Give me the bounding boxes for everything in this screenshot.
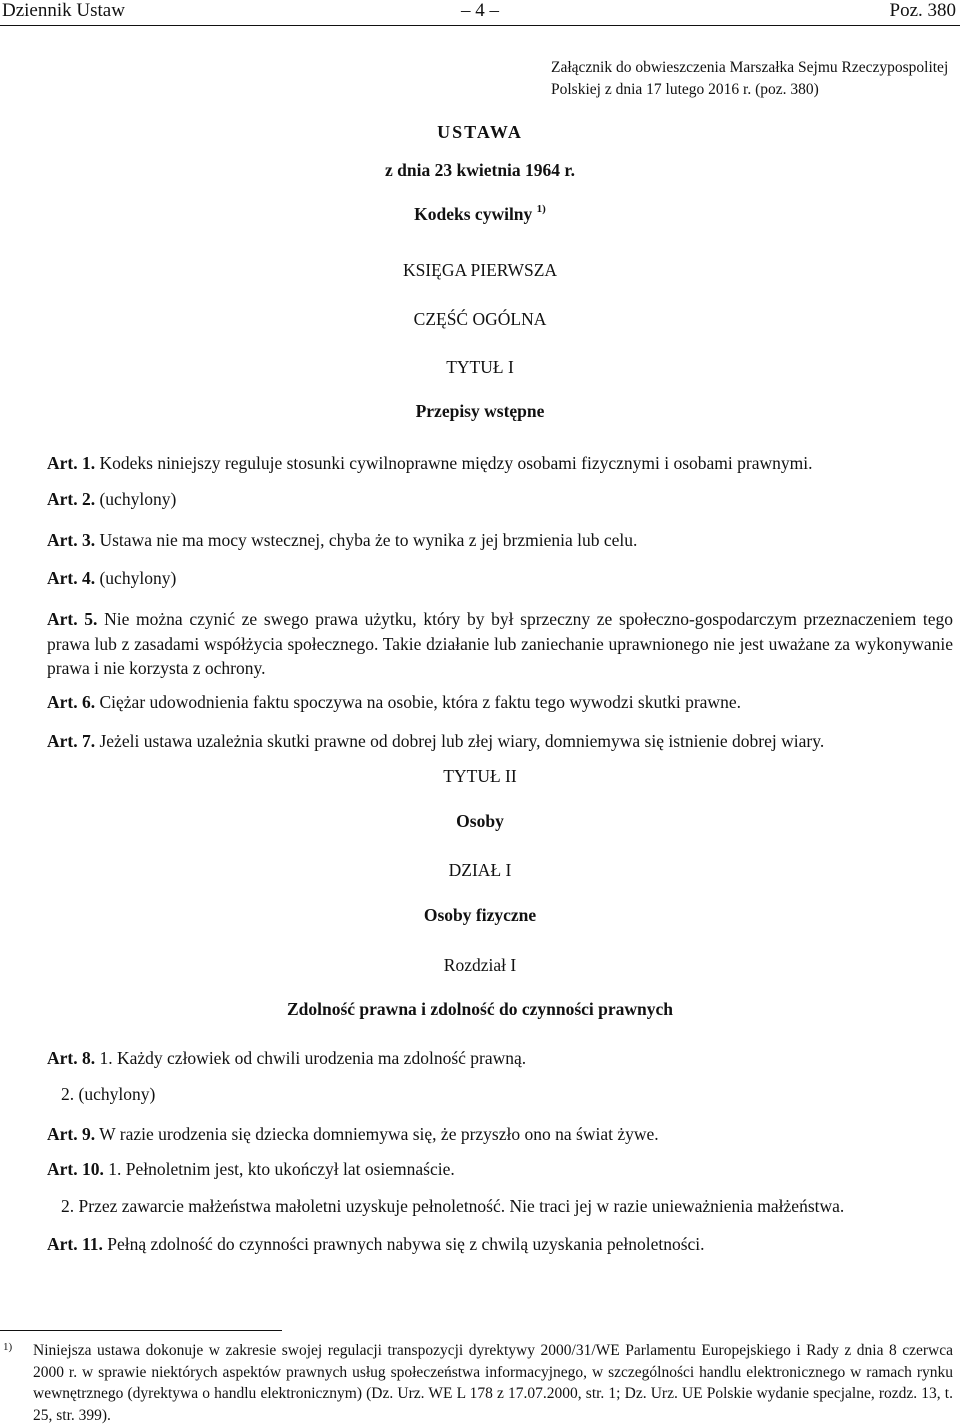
article-label: Art. 8. [47,1048,96,1068]
article-label: Art. 3. [47,530,96,550]
article-label: Art. 9. [47,1124,96,1144]
act-name-text: Kodeks cywilny [414,204,533,224]
article-10-para-1 [47,1158,953,1181]
title-1-name: Przepisy wstępne [415,401,545,421]
article-2 [47,488,953,511]
article-7 [47,730,953,753]
division-label: DZIAŁ I [448,860,512,880]
act-name [0,204,960,225]
annex-line-1: Załącznik do obwieszczenia Marszałka Sejmu Rzeczypospolitej [551,59,949,76]
article-text: Ustawa nie ma mocy wstecznej, chyba że to wynika z jej brzmienia lub celu. [95,530,638,550]
article-5 [47,607,953,681]
page-number: – 4 – [461,0,499,21]
article-label: Art. 2. [47,489,96,509]
article-10-para-2: 2. Przez zawarcie małżeństwa małoletni uzyskuje pełnoletność. Nie traci jej w razie unieważnienia małżeństwa. [61,1196,845,1216]
article-3 [47,529,953,552]
footnote-mark: 1) [3,1341,13,1353]
header-rule [0,25,960,26]
article-label: Art. 10. [47,1159,104,1179]
division-name: Osoby fizyczne [423,905,537,925]
article-text: Kodeks niniejszy reguluje stosunki cywilnoprawne między osobami fizycznymi i osobami prawnymi. [95,453,813,473]
journal-name: Dziennik Ustaw [2,0,125,21]
article-11 [47,1233,953,1256]
article-4 [47,567,953,590]
annex-line-2: Polskiej z dnia 17 lutego 2016 r. (poz. 380) [551,81,819,98]
chapter-name: Zdolność prawna i zdolność do czynności prawnych [286,999,674,1019]
footnote-ref: 1) [536,203,546,216]
article-label: Art. 5. [47,609,98,629]
article-text: Nie można czynić ze swego prawa użytku, który by był sprzeczny ze społeczno-gospodarczym przeznaczeniem tego prawa lub z zasadami współżycia społecznego. Takie działanie lub zaniechanie uprawnionego nie jest uważane za wykonywanie prawa i nie korzysta z ochrony. [47,609,953,678]
title-2-name: Osoby [456,811,504,831]
act-date: z dnia 23 kwietnia 1964 r. [385,160,575,180]
article-1 [47,452,953,475]
article-label: Art. 6. [47,692,96,712]
article-text: (uchylony) [95,568,177,588]
annex-note [551,57,956,101]
article-text: 1. Pełnoletnim jest, kto ukończył lat osiemnaście. [103,1159,455,1179]
article-text: W razie urodzenia się dziecka domniemywa się, że przyszło ono na świat żywe. [95,1124,659,1144]
act-kind [0,122,960,143]
article-8-para-1 [47,1047,953,1070]
title-2-label: TYTUŁ II [443,766,517,786]
article-label: Art. 4. [47,568,96,588]
page-header [0,0,960,22]
article-text: 1. Każdy człowiek od chwili urodzenia ma zdolność prawną. [95,1048,527,1068]
part-heading: CZĘŚĆ OGÓLNA [413,309,547,329]
article-9 [47,1123,953,1146]
title-1-label: TYTUŁ I [446,357,514,377]
article-text: Ciężar udowodnienia faktu spoczywa na osobie, która z faktu tego wywodzi skutki prawne. [95,692,741,712]
position-number: Poz. 380 [889,0,956,21]
article-8-para-2: 2. (uchylony) [61,1084,156,1104]
article-text: (uchylony) [95,489,177,509]
article-text: Pełną zdolność do czynności prawnych nabywa się z chwilą uzyskania pełnoletności. [102,1234,705,1254]
footnote-rule [0,1330,282,1331]
article-label: Art. 7. [47,731,96,751]
act-kind-text: USTAWA [437,122,523,142]
footnote-text: Niniejsza ustawa dokonuje w zakresie swojej regulacji transpozycji dyrektywy 2000/31/WE Parlamentu Europejskiego i Rady z dnia 8 czerwca 2000 r. w sprawie niektórych aspektów prawnych usług społeczeństwa informacyjnego, w szczególności handlu elektronicznego w ramach rynku wewnętrznego (dyrektywa o handlu elektronicznym) (Dz. Urz. WE L 178 z 17.07.2000, str. 1; Dz. Urz. UE Polskie wydanie specjalne, rozdz. 13, t. 25, str. 399). [33,1342,953,1424]
article-label: Art. 1. [47,453,96,473]
article-label: Art. 11. [47,1234,103,1254]
article-text: Jeżeli ustawa uzależnia skutki prawne od dobrej lub złej wiary, domniemywa się istnienie dobrej wiary. [95,731,825,751]
article-6 [47,691,953,714]
book-heading: KSIĘGA PIERWSZA [402,260,558,280]
chapter-label: Rozdział I [443,955,517,975]
